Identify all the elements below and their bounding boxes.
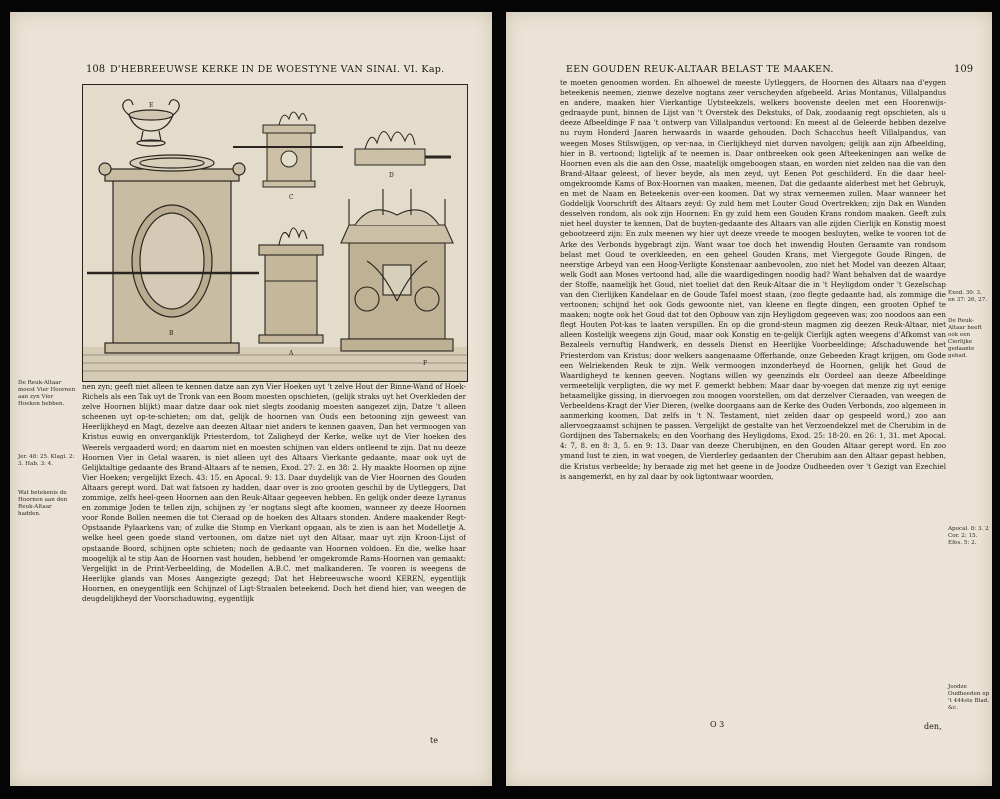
plate-label-e: E (149, 102, 154, 109)
engraving-plate (82, 84, 468, 382)
model-b-altar (87, 155, 259, 353)
right-margin-note-1: Exod. 30: 3. en 37: 26, 27. (948, 290, 988, 303)
right-margin-note-2: De Reuk-Altaar heeft ook een Cierlijke gedaante gehad. (948, 318, 982, 359)
left-margin-note-3: Wat betekenis de Hoornen aan den Reuk-Altaar hadden. (18, 490, 68, 517)
right-running-header: EEN GOUDEN REUK-ALTAAR BELAST TE MAAKEN. (566, 64, 834, 75)
right-body-paragraph: te moeten genoomen worden. En alhoewel de meeste Uytleggers, de Hoornen des Altaars naa d'eygen beteekenis neemen, zienwe dezelve nogtans zeer verscheyden afgebeeld. Arias Montanus, Villalpandus en andere, maaken hier Vierkantige Uytsteekzels, welkers boovenste deelen met een Hoorenwijs-gedraayde punt, binnen de Lijst van 't Overstek des Dekstuks, of Dak, zoodaanig regt opschieten, als u deeze Afbeeldinge F naa 't ontwerp van Villalpandus vertoond: En meest al de Geleerde hebben dezelve nu ruym Honderd Jaaren herwaards in waarde gehouden. Doch Schacchus heeft Villalpandus, van weegen Moses Stilswijgen, op ver-naa, in Cierlijkheyd niet durven navolgen; gelijk aan zijn Afbeelding, hier in B. vertoond; ligtelijk af te neemen is. Daar ontbreeken ook geen Afteekeningen aan welke de Hoornen even als die aan den Osse, maatelijk omgeboogen staan, en worden niet zelden naa die van den Brand-Altaar geleest, of liever beyde, als men zeyd, uyt Eenen Pot geschilderd. En die daar heel-omgekroomde Kams of Box-Hoornen van maaken, meenen, Dat die gedaante alderbest met het Gebruyk, en met de Naam en Beteekenis over-een koomen. Dat wy strax verneemen zullen. Maar wanneer het Goddelijk Voorschrift des Altaars zeyd: Gy zuld hem met Louter Goud Overtrekken; zijn Dak en Wanden desselven rondom, als ook zijn Hoornen: En gy zuld hem een Gouden Krans rondom maaken. Geeft zulx niet heel duyster te kennen, Dat de buyten-gedaante des Altaars van alle zijden Cierlijk en Konstig moest gebootzeerd zijn: En zulx meenen wy hier uyt deeze vreede te moogen besluyten, welke te vooren tot de Arke des Verbonds bygebragt zijn. Want waar toe doch het inwendig Houten Geraamte van rondsom belast met Goud te overkleeden, en een geheel Gouden Krans, met Viergegote Goude Ringen, de neerstige Arbeyd van een Hoog-Verligte Konstenaar aanbevoolen, zoo niet het Model van deezen Altaar, welk Godt aan Moses vertoond had, alle die waardigedingen noodig had? Want behalven dat de waardye der Stoffe, naamelijk het Goud, niet toeliet dat den Reuk-Altaar die in 't Heyligdom onder 't Gezelschap van den Cierlijken Kandelaar en de Goude Tafel moest staan, (zoo flegte gedaante had, als zommige die vertoonen; schijnd het ook Gods gewoonte niet, van kleene en flegte dingen, een grooten Ophef te maaken; nogte ook het Goud dat tot den Opbouw van zijn Heyligdom gegeeven was; zoo noodoos aan een flegt Houten Pot-kas te laaten verspillen. En op die grond-steun magmen zig deezen Reuk-Altaar, niet alleen Kostelijk weegens zijn Goud, maar ook Konstig en te-gelijk Cierlijk agten weegens d'Afkomst van Bezaleels vernuftig Handwerk, en dessels Dienst en Heerlijke Voorbeeldinge; Afschaduwende het Priesterdom van Kristus; door welkers aangenaame Offerhande, onze Gebeeden Kragt krijgen, om Gode een Welriekenden Reuk te zijn. Welk vermoogen inzonderheyd de Hoornen, gelijk het Goud de Waardigheyd te kennen geeven. Nogtans willen wy geenzinds elx Oordeel aan deeze Afbeeldinge vermeetelijk verpligten, die wy met F. gemerkt hebben: Maar daar by-voegen dat menze zig uyt eenige betaamelijke gissing, in diervoegen zou moogen voorstellen, om dat derzelver Cieraaden, van weegen de Verbeeldens-Kragt der Vier Dieren, (welke doorgaans aan de Kerke des Ouden Verbonds, zoo algemeen in aanmerking koomen, Dat zelfs in 't N. Testament, niet zelden daar op gespeeld word,) zoo aan allervoegzaamst schijnen te passen. Vergelijkt de gestalte van het Verzoendekzel met de Cherubim in de Gordijnen des Tabernakels; en den Voorhang des Heyligdoms, Exod. 25: 18-20. en 26: 1, 31. met Apocal. 4: 7, 8. en 8: 3, 5. en 9: 13. Daar van deeze Cherubijnen, en den Gouden Altaar gerept word. En zoo ymand lust te zien, in wat voegen, de Vierderley gedaanten der Cherubim aan den Altaar gepast hebben, die Kristus verbeelde; hy beraade zig met het geene in de Joodze Oudheeden over 't Gezigt van Ezechiel is aangemerkt, en hy zal daar by ook ligtontwaar woorden, (560, 78, 946, 481)
right-catchword: den, (924, 722, 942, 731)
left-catchword: te (430, 736, 438, 745)
altar-engraving (83, 85, 467, 381)
right-page-number: 109 (954, 64, 974, 75)
plate-label-c: C (289, 194, 294, 201)
left-page (10, 12, 492, 786)
left-margin-note-2: Jer. 48: 25. Klagl. 2: 3. Hab. 3: 4. (18, 454, 75, 467)
right-signature-mark: O 3 (710, 720, 725, 729)
plate-label-a: A (289, 350, 294, 357)
model-d-altar (355, 131, 451, 165)
right-margin-note-3: Apocal. 8: 3. 2 Cor. 2: 15. Efes. 5: 2. (948, 526, 989, 546)
model-f-altar (341, 189, 453, 351)
left-running-header: D'HEBREEUWSE KERKE IN DE WOESTYNE VAN SINAI. VI. Kap. (110, 64, 445, 75)
right-body-text (560, 78, 946, 720)
model-c-altar (233, 112, 343, 187)
right-margin-note-4: Joodze Oudheeden op 't 444ste Blad. &c. (948, 684, 990, 711)
left-body-paragraph: nen zyn; geeft niet alleen te kennen datze aan zyn Vier Hoeken uyt 't zelve Hout der Binne-Wand of Hoek-Richels als een Tak uyt de Tronk van een Boom moesten opschieten, (gelijk straks uyt het Overkleden der zelve Hoornen blijkt) maar datze daar ook niet slegts zoodanig moesten aangezet zijn, Datze 't alleen scheenen uyt op-te-schieten; om dat, gelijk de hoornen van Ouds een betooning zijn geweest van Heerlijkheyd en Magt, dezelve aan deezen Altaar niet anders te kennen gaaven, Dan het vermoogen van Kristus euwig en onverganklijk Priesterdom, tot Zaligheyd der Kerke, welke uyt de Vier hoeken des Weerels vergaaderd word; en daarom niet en moesten schijnen van elders ontleend te zijn. Dat nu deeze Hoornen Vier in Getal waaren, is niet alleen uyt des Altaars Vierkante gedaante, maar ook uyt de Gelijktaltige gedaante des Brand-Altaars af te nemen, Exod. 27: 2. en 38: 2. Hy maakte Hoornen op zijne Vier Hoeken; vergelijkt Ezech. 43: 15. en Apocal. 9: 13. Daar duydelijk van de Vier Hoornen des Gouden Altaars gerept word. Dat wat fatsoen zy hadden, daar over is zoo grooten geschil by de Uytleggers, Dat zommige, zelfs heel-geen Hoornen aan den Reuk-Altaar gegeeven hebben. En gelijk onder deeze Lyranus en zommige Joden te tellen zijn, schijnen zy 'er nogtans slegt afte koomen, wanneer zy deeze Hoornen voor Ronde Bollen neemen die tot Cieraad op de hoeken des Altaars stonden. Andere maakender Regt-Opstaande Pylaarkens van; of zulke die Stomp en Vierkant opgaan, als te zien is aan het Modelletje A. welke heel geen goede stand vertoonen, om datze niet uyt den Altaar, maar uyt zijn Kroon-Lijst of opstaande Boord, schijnen opte schieten; noch de gedaante van Hoornen voldoen. En die, welke haar moogelijk al te stip Aan de Hoornen vast houden, hebbend 'er omgekromde Rams-Hoornen van gemaakt: Vergelijkt in de Print-Verbeelding, de Modellen A.B.C. met malkanderen. Te vooren is weegens de Heerlijke glands van Moses Aangezigte gezegd; Dat het Hebreeuwsche woord KEREN, eygentlijk Hoornen, en oneygentlijk een Schijnzel of Ligt-Straalen beteekend. Doch het diend hier, van weegen de deugdelijkheyd der Voorschaduwing, eygentlijk (82, 382, 466, 603)
left-body-text (82, 382, 466, 734)
left-margin-note-1: De Reuk-Altaar moest Vier Hoornen aan zyn Vier Hoeken hebben. (18, 380, 76, 407)
model-a-altar (259, 228, 323, 343)
right-page (506, 12, 992, 786)
plate-label-d: D (389, 172, 394, 179)
plate-label-b: B (169, 330, 174, 337)
left-page-number: 108 (86, 64, 106, 75)
plate-label-f: F (423, 360, 428, 367)
